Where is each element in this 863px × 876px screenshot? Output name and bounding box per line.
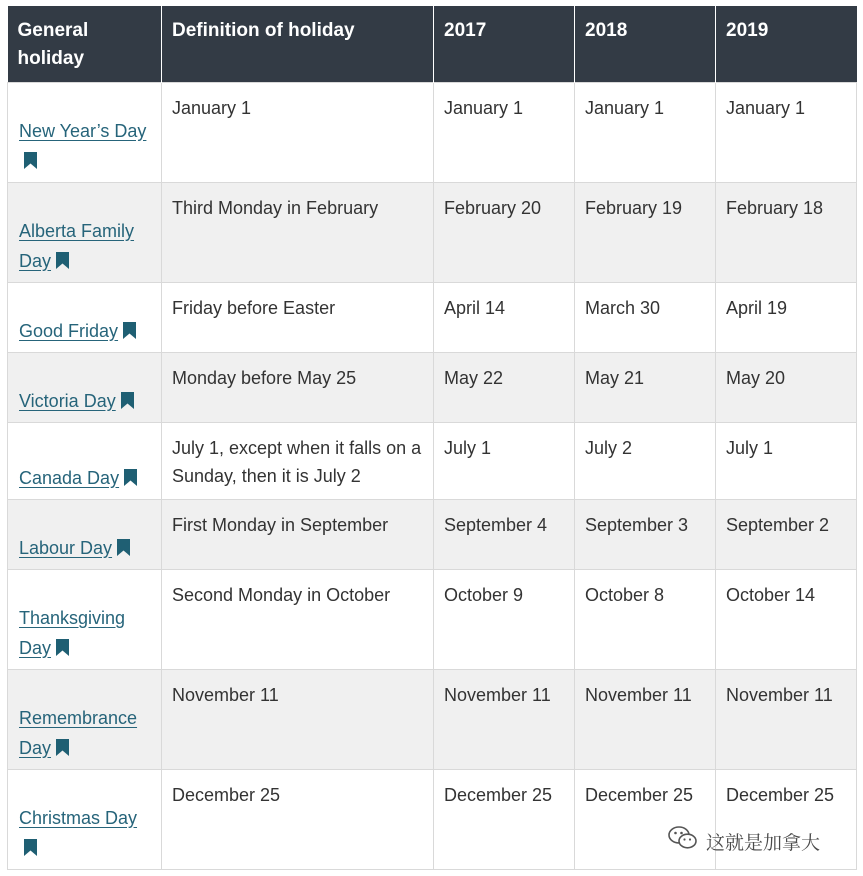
date-2017-cell: December 25 — [434, 769, 575, 869]
date-2019-cell: April 19 — [716, 282, 857, 352]
date-2017-cell: May 22 — [434, 352, 575, 422]
date-2018-cell: November 11 — [575, 669, 716, 769]
holiday-link[interactable]: Thanksgiving Day — [19, 607, 126, 658]
table-row — [8, 569, 857, 669]
date-2019-cell: February 18 — [716, 182, 857, 282]
definition-cell: December 25 — [162, 769, 434, 869]
header-definition: Definition of holiday — [162, 6, 434, 82]
holiday-link[interactable]: Remembrance Day — [19, 707, 138, 758]
date-2017-cell: October 9 — [434, 569, 575, 669]
date-2017-cell: November 11 — [434, 669, 575, 769]
header-2017: 2017 — [434, 6, 575, 82]
table-row — [8, 669, 857, 769]
date-2019-cell: May 20 — [716, 352, 857, 422]
bookmark-icon[interactable] — [24, 839, 37, 856]
date-2018-cell: March 30 — [575, 282, 716, 352]
holiday-name-cell — [8, 282, 162, 352]
definition-cell: Friday before Easter — [162, 282, 434, 352]
date-2019-cell: October 14 — [716, 569, 857, 669]
holiday-name-cell — [8, 352, 162, 422]
date-2018-cell: February 19 — [575, 182, 716, 282]
date-2019-cell: September 2 — [716, 499, 857, 569]
date-2018-cell: December 25 — [575, 769, 716, 869]
holiday-link[interactable]: New Year’s Day — [19, 120, 147, 141]
definition-cell: January 1 — [162, 82, 434, 182]
holiday-link[interactable]: Canada Day — [19, 467, 120, 488]
date-2019-cell: November 11 — [716, 669, 857, 769]
date-2018-cell: September 3 — [575, 499, 716, 569]
holiday-link[interactable]: Labour Day — [19, 537, 113, 558]
bookmark-icon[interactable] — [56, 739, 69, 756]
holiday-link[interactable]: Good Friday — [19, 320, 119, 341]
date-2018-cell: May 21 — [575, 352, 716, 422]
watermark-text: 这就是加拿大 — [706, 832, 821, 854]
holiday-name-cell — [8, 422, 162, 499]
table-row — [8, 282, 857, 352]
table-row — [8, 352, 857, 422]
bookmark-icon[interactable] — [117, 539, 130, 556]
definition-cell: Third Monday in February — [162, 182, 434, 282]
bookmark-icon[interactable] — [124, 469, 137, 486]
definition-cell: July 1, except when it falls on a Sunday, then it is July 2 — [162, 422, 434, 499]
holiday-name-cell — [8, 182, 162, 282]
date-2018-cell: July 2 — [575, 422, 716, 499]
holiday-link[interactable]: Christmas Day — [19, 807, 138, 828]
bookmark-icon[interactable] — [123, 322, 136, 339]
definition-cell: Monday before May 25 — [162, 352, 434, 422]
holiday-name-cell — [8, 499, 162, 569]
holiday-table — [7, 6, 857, 870]
date-2017-cell: July 1 — [434, 422, 575, 499]
definition-cell: November 11 — [162, 669, 434, 769]
holiday-name-cell — [8, 669, 162, 769]
date-2017-cell: September 4 — [434, 499, 575, 569]
date-2017-cell: April 14 — [434, 282, 575, 352]
table-row — [8, 422, 857, 499]
wechat-icon — [668, 825, 698, 857]
table-row — [8, 82, 857, 182]
definition-cell: Second Monday in October — [162, 569, 434, 669]
header-2019: 2019 — [716, 6, 857, 82]
header-row — [8, 6, 857, 82]
table-row — [8, 182, 857, 282]
header-2018: 2018 — [575, 6, 716, 82]
header-general-holiday: General holiday — [8, 6, 162, 82]
holiday-name-cell — [8, 769, 162, 869]
watermark — [668, 826, 848, 856]
bookmark-icon[interactable] — [56, 252, 69, 269]
bookmark-icon[interactable] — [24, 152, 37, 169]
holiday-link[interactable]: Victoria Day — [19, 390, 116, 411]
definition-cell: First Monday in September — [162, 499, 434, 569]
date-2018-cell: October 8 — [575, 569, 716, 669]
holiday-link[interactable]: Alberta Family Day — [19, 220, 135, 271]
holiday-name-cell — [8, 82, 162, 182]
holiday-name-cell — [8, 569, 162, 669]
date-2018-cell: January 1 — [575, 82, 716, 182]
bookmark-icon[interactable] — [56, 639, 69, 656]
bookmark-icon[interactable] — [121, 392, 134, 409]
date-2017-cell: February 20 — [434, 182, 575, 282]
date-2019-cell: July 1 — [716, 422, 857, 499]
date-2019-cell: January 1 — [716, 82, 857, 182]
date-2017-cell: January 1 — [434, 82, 575, 182]
table-header — [8, 6, 857, 82]
table-row — [8, 499, 857, 569]
date-2019-cell: December 25 — [716, 769, 857, 869]
